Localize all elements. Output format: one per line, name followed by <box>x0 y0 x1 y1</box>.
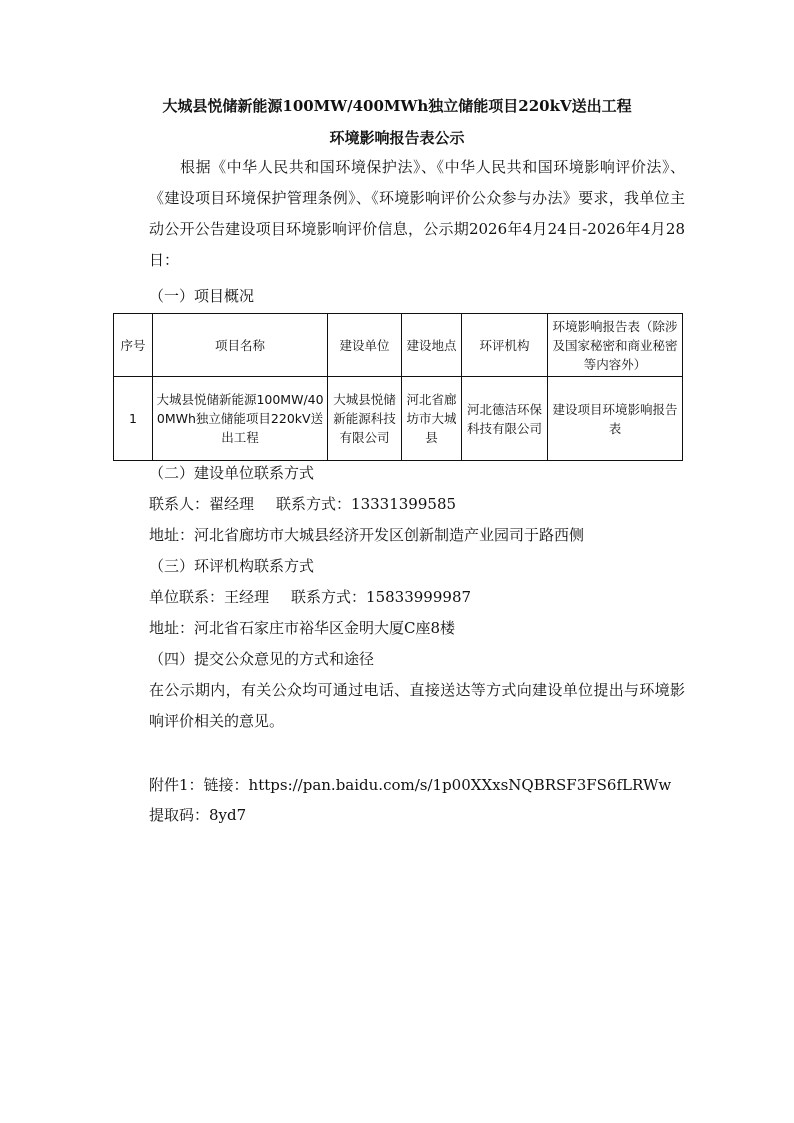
section-heading-public-opinion: （四）提交公众意见的方式和途径 <box>149 650 375 668</box>
extraction-code-line <box>149 805 689 825</box>
opinion-paragraph: 在公示期内，有关公众均可通过电话、直接送达等方式向建设单位提出与环境影响评价相关的意见。 <box>149 681 685 730</box>
attachment-link[interactable]: https://pan.baidu.com/s/1p00XXxsNQBRSF3FS6fLRWw <box>248 776 672 794</box>
builder-address-label: 地址： <box>149 526 195 544</box>
project-table <box>113 313 683 461</box>
cell-report: 建设项目环境影响报告表 <box>548 377 683 461</box>
table-row <box>114 377 683 461</box>
cell-builder: 大城县悦储新能源科技有限公司 <box>328 377 402 461</box>
header-seq: 序号 <box>114 314 153 377</box>
cell-eia-agency: 河北德洁环保科技有限公司 <box>462 377 548 461</box>
builder-address: 河北省廊坊市大城县经济开发区创新制造产业园司于路西侧 <box>194 526 585 544</box>
eia-contact-phone: 15833999987 <box>366 588 472 606</box>
section-heading-project-overview: （一）项目概况 <box>149 287 255 305</box>
eia-address-label: 地址： <box>149 619 195 637</box>
header-location: 建设地点 <box>402 314 462 377</box>
header-report: 环境影响报告表（除涉及国家秘密和商业秘密等内容外） <box>548 314 683 377</box>
extraction-code-label: 提取码： <box>149 806 210 824</box>
attachment-label: 附件1：链接： <box>149 776 249 794</box>
intro-paragraph: 根据《中华人民共和国环境保护法》、《中华人民共和国环境影响评价法》、《建设项目环境保护管理条例》、《环境影响评价公众参与办法》要求，我单位主动公开公告建设项目环境影响评价信息，公示期2026年4月24日-2026年4月28日： <box>149 158 685 269</box>
eia-address: 河北省石家庄市裕华区金明大厦C座8楼 <box>194 619 456 637</box>
section-heading-builder-contact: （二）建设单位联系方式 <box>149 464 315 482</box>
cell-project-name: 大城县悦储新能源100MW/400MWh独立储能项目220kV送出工程 <box>153 377 328 461</box>
builder-contact-phone: 13331399585 <box>351 495 457 513</box>
builder-address-line <box>149 525 689 545</box>
eia-contact-phone-label: 联系方式： <box>291 588 367 606</box>
table-header-row <box>114 314 683 377</box>
extraction-code: 8yd7 <box>209 806 247 824</box>
header-eia-agency: 环评机构 <box>462 314 548 377</box>
eia-contact-line <box>149 587 689 607</box>
attachment-line <box>149 775 689 795</box>
cell-seq: 1 <box>114 377 153 461</box>
header-project-name: 项目名称 <box>153 314 328 377</box>
builder-contact-phone-label: 联系方式： <box>276 495 352 513</box>
builder-contact-person-label: 联系人： <box>149 495 210 513</box>
cell-location: 河北省廊坊市大城县 <box>402 377 462 461</box>
builder-contact-person: 翟经理 <box>209 495 255 513</box>
builder-contact-line <box>149 494 689 514</box>
eia-contact-person: 王经理 <box>224 588 270 606</box>
header-builder: 建设单位 <box>328 314 402 377</box>
document-title: 大城县悦储新能源100MW/400MWh独立储能项目220kV送出工程 <box>162 97 632 115</box>
section-heading-eia-contact: （三）环评机构联系方式 <box>149 557 315 575</box>
eia-contact-person-label: 单位联系： <box>149 588 225 606</box>
document-subtitle: 环境影响报告表公示 <box>329 129 465 147</box>
eia-address-line <box>149 618 689 638</box>
